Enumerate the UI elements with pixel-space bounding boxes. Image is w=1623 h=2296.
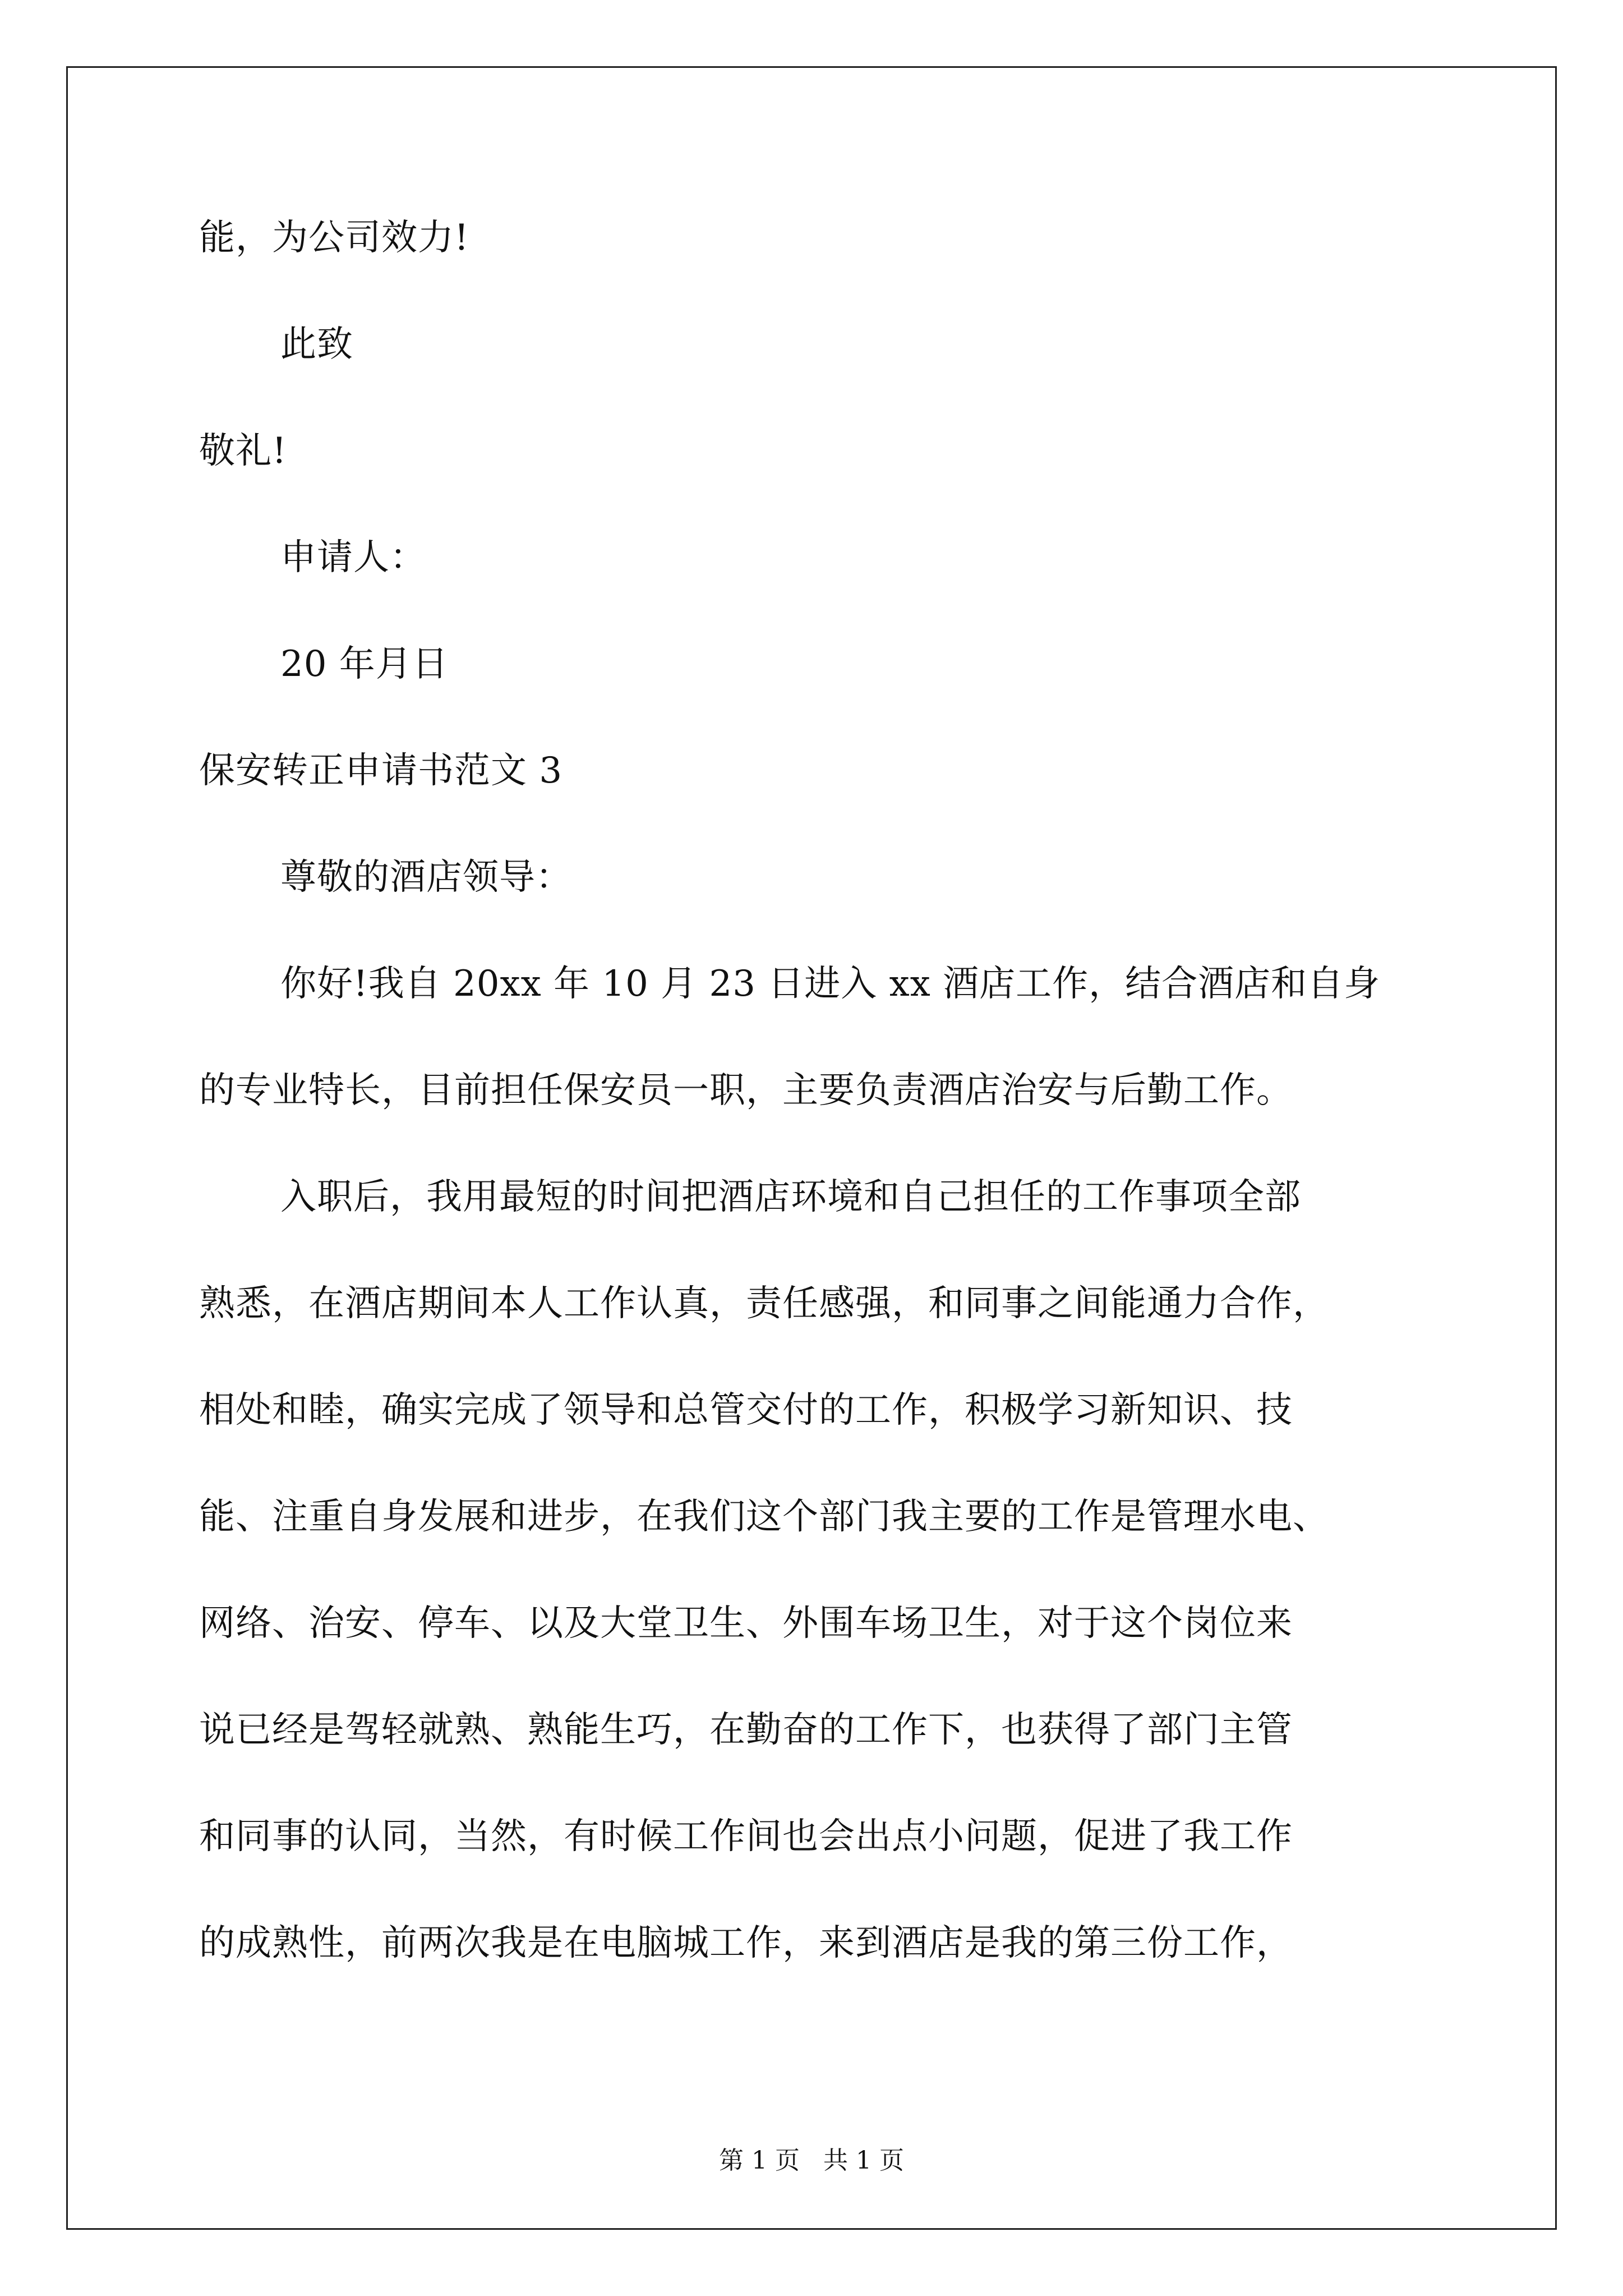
text-line: 能，为公司效力! (199, 217, 469, 259)
text-line: 此致 (280, 324, 353, 365)
text-line: 的专业特长，目前担任保安员一职，主要负责酒店治安与后勤工作。 (199, 1070, 1293, 1111)
text-line: 说已经是驾轻就熟、熟能生巧，在勤奋的工作下，也获得了部门主管 (199, 1709, 1293, 1751)
text-line: 熟悉，在酒店期间本人工作认真，责任感强，和同事之间能通力合作， (199, 1283, 1329, 1324)
text-line: 尊敬的酒店领导： (280, 857, 572, 898)
section-title: 保安转正申请书范文 3 (199, 750, 563, 792)
text-line: 申请人： (280, 537, 426, 578)
text-line: 网络、治安、停车、以及大堂卫生、外围车场卫生，对于这个岗位来 (199, 1603, 1293, 1644)
text-line: 和同事的认同，当然，有时候工作间也会出点小问题，促进了我工作 (199, 1816, 1293, 1857)
page-border (66, 66, 1557, 2230)
text-line: 敬礼! (199, 430, 287, 472)
page-number: 第 1 页 共 1 页 (719, 2146, 904, 2175)
text-line: 相处和睦，确实完成了领导和总管交付的工作，积极学习新知识、技 (199, 1389, 1293, 1431)
text-line: 20 年月日 (280, 643, 449, 685)
text-line: 你好!我自 20xx 年 10 月 23 日进入 xx 酒店工作，结合酒店和自身 (280, 963, 1381, 1005)
text-line: 能、注重自身发展和进步，在我们这个部门我主要的工作是管理水电、 (199, 1496, 1329, 1538)
text-line: 的成熟性，前两次我是在电脑城工作，来到酒店是我的第三份工作， (199, 1922, 1293, 1964)
text-line: 入职后，我用最短的时间把酒店环境和自己担任的工作事项全部 (280, 1176, 1301, 1218)
